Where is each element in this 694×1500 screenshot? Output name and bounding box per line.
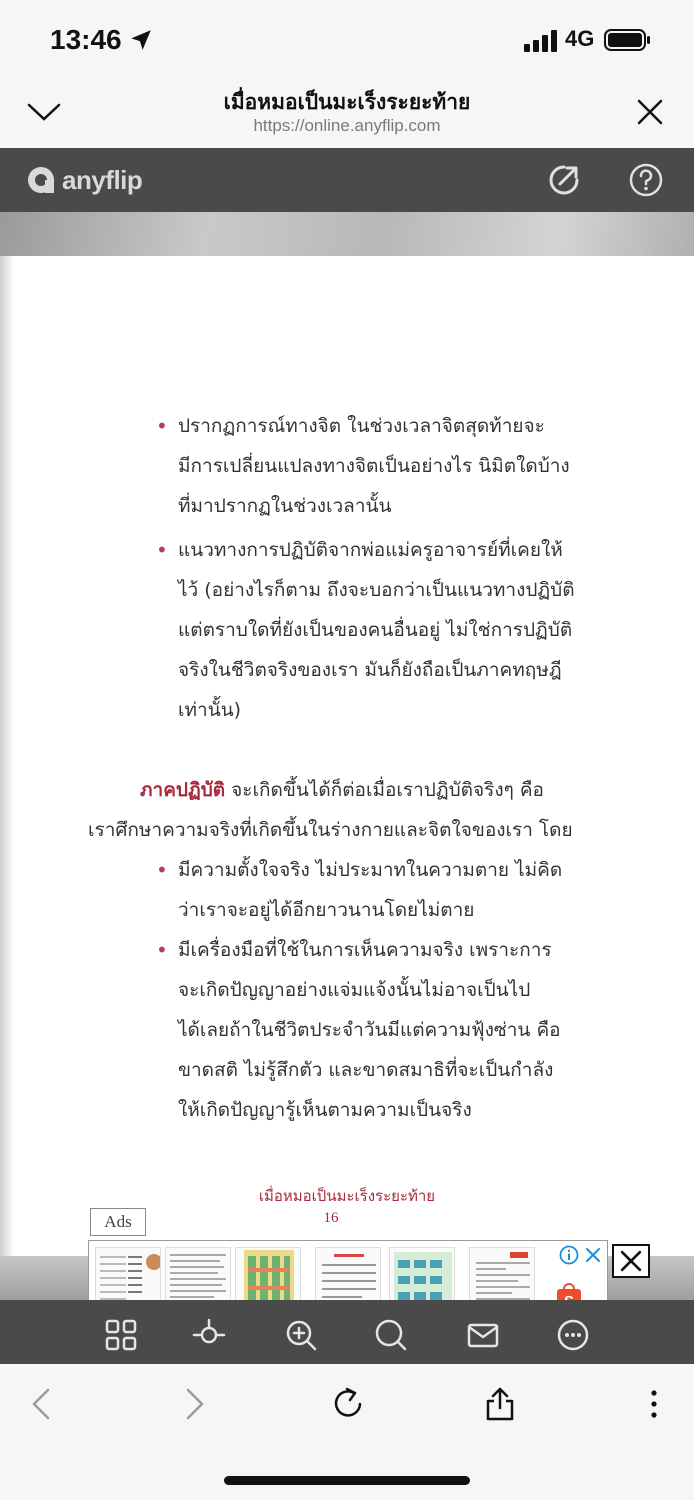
info-icon[interactable]	[559, 1245, 579, 1265]
text-line: จะเกิดปัญญาอย่างแจ่มแจ้งนั้นไม่อาจเป็นไป	[178, 979, 531, 1001]
anyflip-logo[interactable]	[26, 163, 142, 197]
close-icon[interactable]	[612, 1244, 650, 1278]
back-icon[interactable]	[24, 1386, 60, 1422]
page-edge-shadow	[0, 256, 14, 1256]
paragraph-emphasis: ภาคปฏิบัติ	[140, 779, 226, 801]
bullet-marker: •	[156, 414, 168, 438]
more-vertical-icon[interactable]	[636, 1386, 672, 1422]
paragraph-line	[140, 770, 544, 810]
text-line: ให้เกิดปัญญารู้เห็นตามความเป็นจริง	[178, 1099, 472, 1121]
text-line: ปรากฏการณ์ทางจิต ในช่วงเวลาจิตสุดท้ายจะ	[178, 415, 545, 437]
search-icon[interactable]	[374, 1318, 408, 1352]
text-line: ขาดสติ ไม่รู้สึกตัว และขาดสมาธิที่จะเป็นกำลัง	[178, 1059, 554, 1081]
text-line: เท่านั้น)	[178, 699, 242, 721]
battery-icon	[604, 28, 652, 52]
network-type: 4G	[565, 26, 595, 51]
browser-bottom-bar	[0, 1364, 694, 1500]
anyflip-logo-icon	[26, 165, 56, 195]
help-icon[interactable]	[628, 162, 664, 198]
bullet-marker: •	[156, 858, 168, 882]
text-line: มีความตั้งใจจริง ไม่ประมาทในความตาย ไม่คิด	[178, 859, 563, 881]
paragraph-line: เราศึกษาความจริงที่เกิดขึ้นในร่างกายและจิตใจของเรา โดย	[88, 819, 573, 841]
anyflip-toolbar	[0, 148, 694, 212]
browser-title-bar	[0, 78, 694, 148]
viewer-background-strip	[0, 212, 694, 256]
text-line: จริงในชีวิตจริงของเรา มันก็ยังถือเป็นภาคทฤษฎี	[178, 659, 562, 681]
ads-label: Ads	[90, 1208, 146, 1236]
text-line: ที่มาปรากฏในช่วงเวลานั้น	[178, 495, 392, 517]
paragraph-text: จะเกิดขึ้นได้ก็ต่อเมื่อเราปฏิบัติจริงๆ คือ	[225, 779, 544, 801]
zoom-in-icon[interactable]	[284, 1318, 318, 1352]
reload-icon[interactable]	[330, 1386, 366, 1422]
text-line: ได้เลยถ้าในชีวิตประจำวันมีแต่ความฟุ้งซ่าน คือ	[178, 1019, 561, 1041]
text-line: ว่าเราจะอยู่ได้อีกยาวนานโดยไม่ตาย	[178, 899, 475, 921]
text-line: มีการเปลี่ยนแปลงทางจิตเป็นอย่างไร นิมิตใดบ้าง	[178, 455, 570, 477]
share-icon[interactable]	[546, 162, 582, 198]
anyflip-logo-text: anyflip	[62, 164, 143, 195]
page-title: เมื่อหมอเป็นมะเร็งระยะท้าย	[223, 90, 471, 114]
chevron-down-icon[interactable]	[26, 100, 62, 124]
anyflip-bottom-toolbar	[0, 1300, 694, 1364]
location-arrow-icon	[128, 27, 154, 53]
forward-icon[interactable]	[176, 1386, 212, 1422]
bullet-marker: •	[156, 938, 168, 962]
text-line: มีเครื่องมือที่ใช้ในการเห็นความจริง เพราะการ	[178, 939, 552, 961]
status-time: 13:46	[50, 24, 122, 55]
page-number: 16	[323, 1210, 339, 1226]
more-icon[interactable]	[556, 1318, 590, 1352]
page-url: https://online.anyflip.com	[253, 116, 441, 135]
signal-bars-icon	[524, 30, 560, 52]
close-icon[interactable]	[583, 1245, 603, 1265]
text-line: แนวทางการปฏิบัติจากพ่อแม่ครูอาจารย์ที่เคยให้	[178, 539, 563, 561]
mail-icon[interactable]	[466, 1318, 500, 1352]
bullet-marker: •	[156, 538, 168, 562]
sun-icon[interactable]	[192, 1318, 226, 1352]
home-indicator	[224, 1476, 470, 1485]
text-line: แต่ตราบใดที่ยังเป็นของคนอื่นอยู่ ไม่ใช่การปฏิบัติ	[178, 619, 573, 641]
text-line: ไว้ (อย่างไรก็ตาม ถึงจะบอกว่าเป็นแนวทางปฏิบัติ	[178, 579, 575, 601]
grid-icon[interactable]	[104, 1318, 138, 1352]
status-bar	[0, 0, 694, 78]
close-icon[interactable]	[634, 96, 666, 128]
share-upload-icon[interactable]	[482, 1386, 518, 1422]
page-footer-title: เมื่อหมอเป็นมะเร็งระยะท้าย	[258, 1187, 436, 1205]
